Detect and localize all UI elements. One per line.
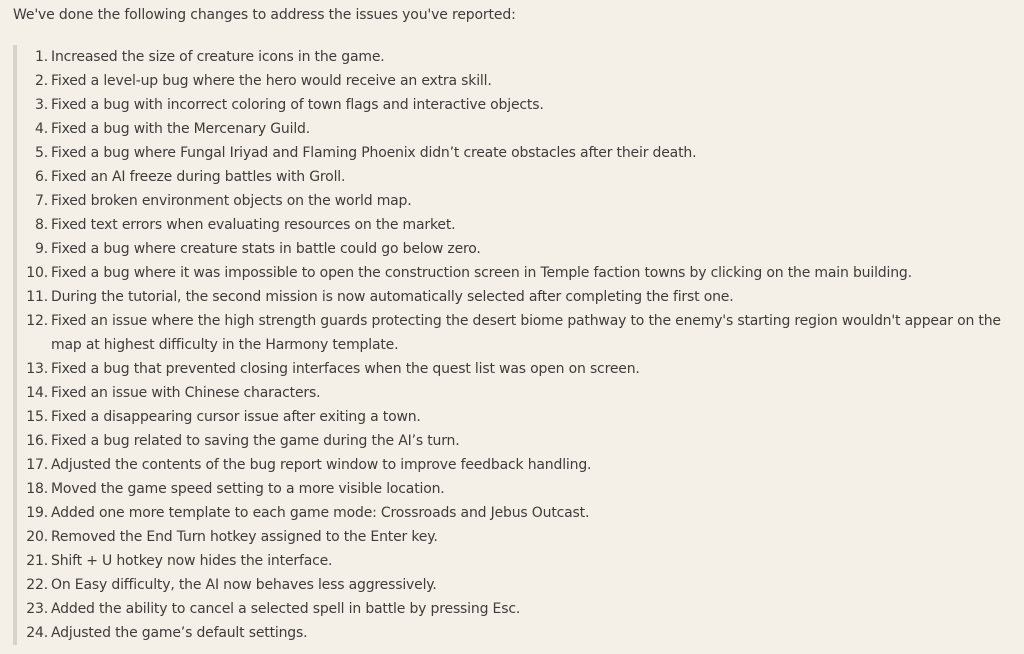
item-text: Fixed a bug with incorrect coloring of town flags and interactive objects. (51, 97, 544, 113)
list-item (17, 501, 1019, 525)
item-number: 23. (26, 601, 48, 617)
list-item (17, 597, 1019, 621)
item-text: Adjusted the game’s default settings. (51, 625, 308, 641)
item-number: 4. (35, 121, 48, 137)
list-item (17, 621, 1019, 645)
item-number: 2. (35, 73, 48, 89)
list-item (17, 525, 1019, 549)
item-text: Fixed an AI freeze during battles with Groll. (51, 169, 346, 185)
list-item (17, 381, 1019, 405)
list-item (17, 165, 1019, 189)
item-text: Added one more template to each game mode: Crossroads and Jebus Outcast. (51, 505, 590, 521)
list-item (17, 429, 1019, 453)
item-number: 3. (35, 97, 48, 113)
list-item (17, 309, 1019, 357)
item-text: Adjusted the contents of the bug report window to improve feedback handling. (51, 457, 592, 473)
list-item (17, 549, 1019, 573)
list-item (17, 117, 1019, 141)
item-number: 19. (26, 505, 48, 521)
item-number: 1. (35, 49, 48, 65)
item-number: 21. (26, 553, 48, 569)
item-number: 9. (35, 241, 48, 257)
item-text: Fixed an issue where the high strength guards protecting the desert biome pathway to the enemy's starting region wouldn't appear on the map at highest difficulty in the Harmony template. (51, 313, 1001, 353)
item-number: 7. (35, 193, 48, 209)
list-item (17, 261, 1019, 285)
item-text: Fixed a bug where Fungal Iriyad and Flaming Phoenix didn’t create obstacles after their death. (51, 145, 697, 161)
list-item (17, 357, 1019, 381)
item-text: Fixed a bug where it was impossible to open the construction screen in Temple faction towns by clicking on the main building. (51, 265, 912, 281)
item-text: Fixed a bug with the Mercenary Guild. (51, 121, 311, 137)
item-number: 12. (26, 313, 48, 329)
item-text: During the tutorial, the second mission is now automatically selected after completing the first one. (51, 289, 734, 305)
item-number: 13. (26, 361, 48, 377)
item-number: 11. (26, 289, 48, 305)
list-item (17, 45, 1019, 69)
item-number: 8. (35, 217, 48, 233)
item-text: Removed the End Turn hotkey assigned to the Enter key. (51, 529, 438, 545)
item-text: Moved the game speed setting to a more visible location. (51, 481, 445, 497)
item-number: 17. (26, 457, 48, 473)
item-number: 5. (35, 145, 48, 161)
list-item (17, 237, 1019, 261)
list-item (17, 189, 1019, 213)
item-text: Fixed a disappearing cursor issue after exiting a town. (51, 409, 421, 425)
list-item (17, 573, 1019, 597)
item-number: 14. (26, 385, 48, 401)
list-item (17, 213, 1019, 237)
item-number: 24. (26, 625, 48, 641)
item-text: Added the ability to cancel a selected spell in battle by pressing Esc. (51, 601, 521, 617)
item-number: 22. (26, 577, 48, 593)
item-number: 6. (35, 169, 48, 185)
changelog-intro: We've done the following changes to address the issues you've reported: (13, 7, 516, 23)
list-item (17, 93, 1019, 117)
item-text: On Easy difficulty, the AI now behaves less aggressively. (51, 577, 437, 593)
changelog-quote (13, 45, 1019, 645)
list-item (17, 69, 1019, 93)
item-number: 15. (26, 409, 48, 425)
item-number: 10. (26, 265, 48, 281)
item-text: Increased the size of creature icons in the game. (51, 49, 385, 65)
item-number: 18. (26, 481, 48, 497)
item-text: Fixed an issue with Chinese characters. (51, 385, 321, 401)
item-text: Fixed a bug that prevented closing interfaces when the quest list was open on screen. (51, 361, 640, 377)
list-item (17, 405, 1019, 429)
item-text: Fixed a level-up bug where the hero would receive an extra skill. (51, 73, 492, 89)
list-item (17, 285, 1019, 309)
item-text: Fixed broken environment objects on the world map. (51, 193, 412, 209)
list-item (17, 477, 1019, 501)
item-text: Fixed text errors when evaluating resources on the market. (51, 217, 456, 233)
list-item (17, 141, 1019, 165)
change-list (17, 45, 1019, 645)
item-number: 20. (26, 529, 48, 545)
item-number: 16. (26, 433, 48, 449)
item-text: Fixed a bug related to saving the game during the AI’s turn. (51, 433, 460, 449)
list-item (17, 453, 1019, 477)
item-text: Shift + U hotkey now hides the interface. (51, 553, 333, 569)
item-text: Fixed a bug where creature stats in battle could go below zero. (51, 241, 481, 257)
